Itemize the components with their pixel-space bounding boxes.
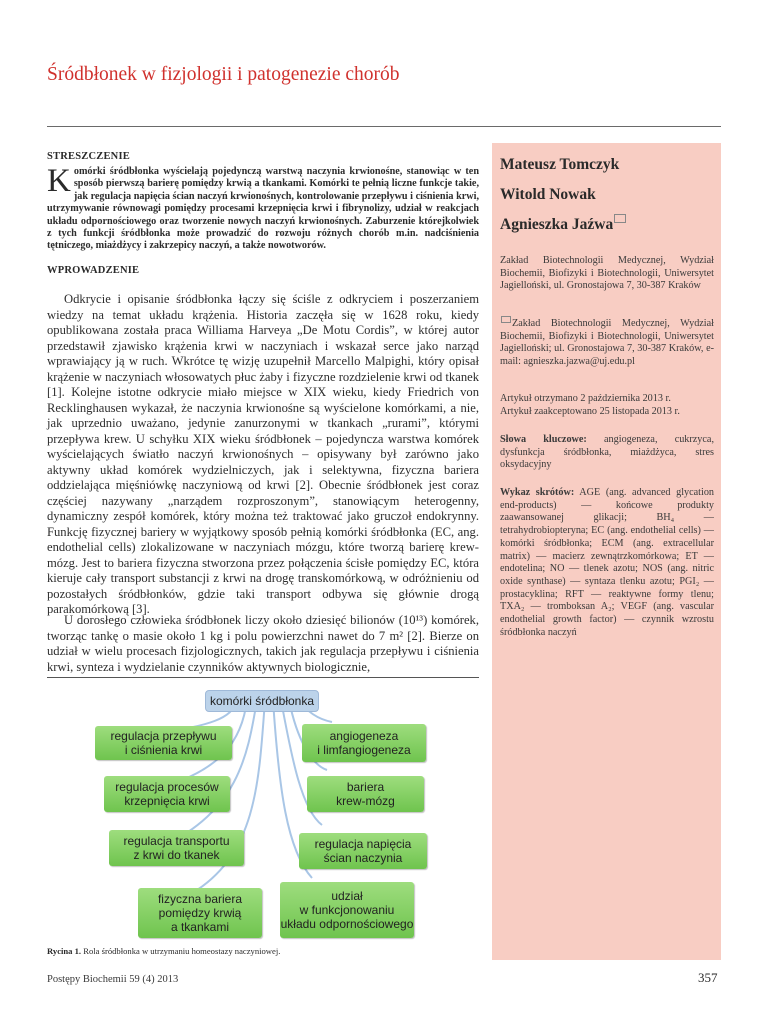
intro-paragraph-2 <box>47 613 479 675</box>
figure-node-4: fizyczna bariera pomiędzy krwią a tkankami <box>138 888 262 938</box>
accepted-date: Artykuł zaakceptowano 25 listopada 2013 r. <box>500 406 680 417</box>
abbreviations <box>500 487 714 639</box>
figure-1 <box>47 680 479 942</box>
keywords-text: angiogeneza, cukrzyca, dysfunkcja śródbłonka, miażdżyca, stres oksydacyjny <box>500 434 714 471</box>
abstract-text <box>47 163 479 253</box>
figure-node-8: angiogeneza i limfangiogeneza <box>302 724 426 762</box>
caption-label: Rycina 1. <box>47 946 82 956</box>
figure-node-2: regulacja procesów krzepnięcia krwi <box>104 776 230 812</box>
abbrev-label: Wykaz skrótów: <box>500 487 575 498</box>
keywords <box>500 434 714 472</box>
dropcap: K <box>47 163 71 199</box>
intro-p2: U dorosłego człowieka śródbłonek liczy około dziesięć bilionów (10¹³) komórek, tworząc tankę o masie około 1 kg i polu powierzchni nawet do 7 m² [2]. Bierze on udział w wielu procesach fizjologicznych, takich jak regulacja przepływu i ciśnienia krwi, synteza i wydzielanie czynników aktywnych biologicznie, <box>47 613 479 674</box>
figure-node-6: regulacja napięcia ścian naczynia <box>299 833 427 869</box>
envelope-icon <box>614 214 626 223</box>
author-2: Witold Nowak <box>500 186 596 203</box>
caption-text: Rola śródbłonka w utrzymaniu homeostazy naczyniowej. <box>83 946 281 956</box>
affiliation-2-text: Zakład Biotechnologii Medycznej, Wydział Biochemii, Biofizyki i Biotechnologii, Uniwersytet Jagielloński; ul. Gronostajowa 7, 30-387 Kraków, e-mail: agnieszka.jazwa@uj.edu.pl <box>500 318 714 368</box>
page-number: 357 <box>698 970 718 985</box>
abstract-heading: STRESZCZENIE <box>47 151 130 162</box>
journal-footer: Postępy Biochemii 59 (4) 2013 <box>47 974 179 985</box>
received-date: Artykuł otrzymano 2 października 2013 r. <box>500 393 671 404</box>
envelope-icon-small <box>501 316 511 323</box>
abstract-body: omórki śródbłonka wyścielają pojedynczą warstwą naczynia krwionośne, stanowiąc w ten sposób pierwszą barierę pomiędzy krwią a tkankami. Komórki te pełnią liczne funkcje takie, jak regulacja napięcia ścian naczyń krwionośnych, kontrolowanie przepływu i ciśnienia krwi, utrzymywanie równowagi pomiędzy procesami krzepnięcia krwi i fibrynolizy, udział w reakcjach układu odpornościowego oraz tworzenie nowych naczyń krwionośnych. Zaburzenie którejkolwiek z tych funkcji śródbłonka może prowadzić do rozwoju różnych chorób m.in. nadciśnienia tętniczego, miażdżycy i zakrzepicy naczyń, a także nowotworów. <box>47 166 479 252</box>
intro-heading: WPROWADZENIE <box>47 265 140 276</box>
author-3-name: Agnieszka Jaźwa <box>500 216 614 233</box>
keywords-label: Słowa kluczowe: <box>500 434 587 445</box>
article-title: Śródbłonek w fizjologii i patogenezie chorób <box>47 64 400 85</box>
author-1: Mateusz Tomczyk <box>500 156 620 173</box>
figure-node-3: regulacja transportu z krwi do tkanek <box>109 830 244 866</box>
figure-node-1: regulacja przepływu i ciśnienia krwi <box>95 726 232 760</box>
figure-root-node: komórki śródbłonka <box>205 690 319 712</box>
affiliation-1: Zakład Biotechnologii Medycznej, Wydział Biochemii, Biofizyki i Biotechnologii, Uniwersytet Jagielloński, ul. Gronostajowa 7, 30-387 Kraków <box>500 255 714 292</box>
title-rule <box>47 126 721 127</box>
figure-rule <box>47 677 479 678</box>
figure-node-5: udział w funkcjonowaniu układu odpornościowego <box>280 882 414 938</box>
author-3 <box>500 216 626 234</box>
affiliation-2 <box>500 318 714 369</box>
abbrev-text: AGE (ang. advanced glycation end-products) — końcowe produkty zaawansowanej glikacji; BH₄ — tetrahydrobiopteryna; EC (ang. endothelial cells) — komórki śródbłonka; ECM (ang. extracellular matrix) — macierz zewnątrzkomórkowa; ET — endotelina; NO — tlenek azotu; NOS (ang. nitric oxide synthase) — syntaza tlenku azotu; PGI₂ — prostacyklina; RFT — reaktywne formy tlenu; TXA₂ — tromboksan A₂; VEGF (ang. vascular endothelial growth factor) — czynnik wzrostu śródbłonka naczyń <box>500 487 715 638</box>
intro-p1: Odkrycie i opisanie śródbłonka łączy się ściśle z odkryciem i poszerzaniem wiedzy na temat układu krążenia. Historia zaczęła się w 1628 roku, kiedy opublikowana została praca Williama Harveya „De Motu Cordis”, w której autor przedstawił zjawisko krążenia krwi w naczyniach i wskazał serce jako narząd wprawiający ją w ruch. Wkrótce tę wizję uzupełnił Marcello Malpighi, który opisał krążenie w naczyniach włosowatych płuc żaby i fizyczne rozdzielenie krwi od tkanek [1]. Kolejne istotne odkrycie miało miejsce w XIX wieku, kiedy Friedrich von Recklinghausen wykazał, że naczynia krwionośne są wyścielone komórkami, a nie, jak uprzednio uważano, jedynie zanurzonymi w tkankach „rurami”, którymi przepływa krew. U schyłku XIX wieku śródbłonek – pojedyncza warstwa komórek wyścielających światło naczyń krwionośnych – opisywany był zarówno jako aktywny układ komórek wydzielniczych, jak i selektywna, fizyczna bariera oddzielająca mięśniówkę naczyniową od krwi [2]. Obecnie śródbłonek jest coraz częściej nazywany „narządem rozproszonym”, stanowiącym heterogenny, dynamiczny zespół komórek, który można też traktować jako gruczoł endokrynny. Funkcję fizycznej bariery w wyjątkowy sposób pełnią komórki śródbłonka (EC, ang. endothelial cells) zlokalizowane w naczyniach mózgu, które tworzą barierę krew-mózg. Jest to bariera fizyczna stworzona przez połączenia ścisłe pomiędzy EC, która kieruje cały transport substancji z krwi na drogę transkomórkową, w odróżnieniu od pozostałych śródbłonków, gdzie taki transport odbywa się głównie drogą parakomórkową [3]. <box>47 292 479 616</box>
figure-node-7: bariera krew-mózg <box>307 776 424 812</box>
figure-caption <box>47 946 280 956</box>
intro-paragraph-1 <box>47 292 479 618</box>
